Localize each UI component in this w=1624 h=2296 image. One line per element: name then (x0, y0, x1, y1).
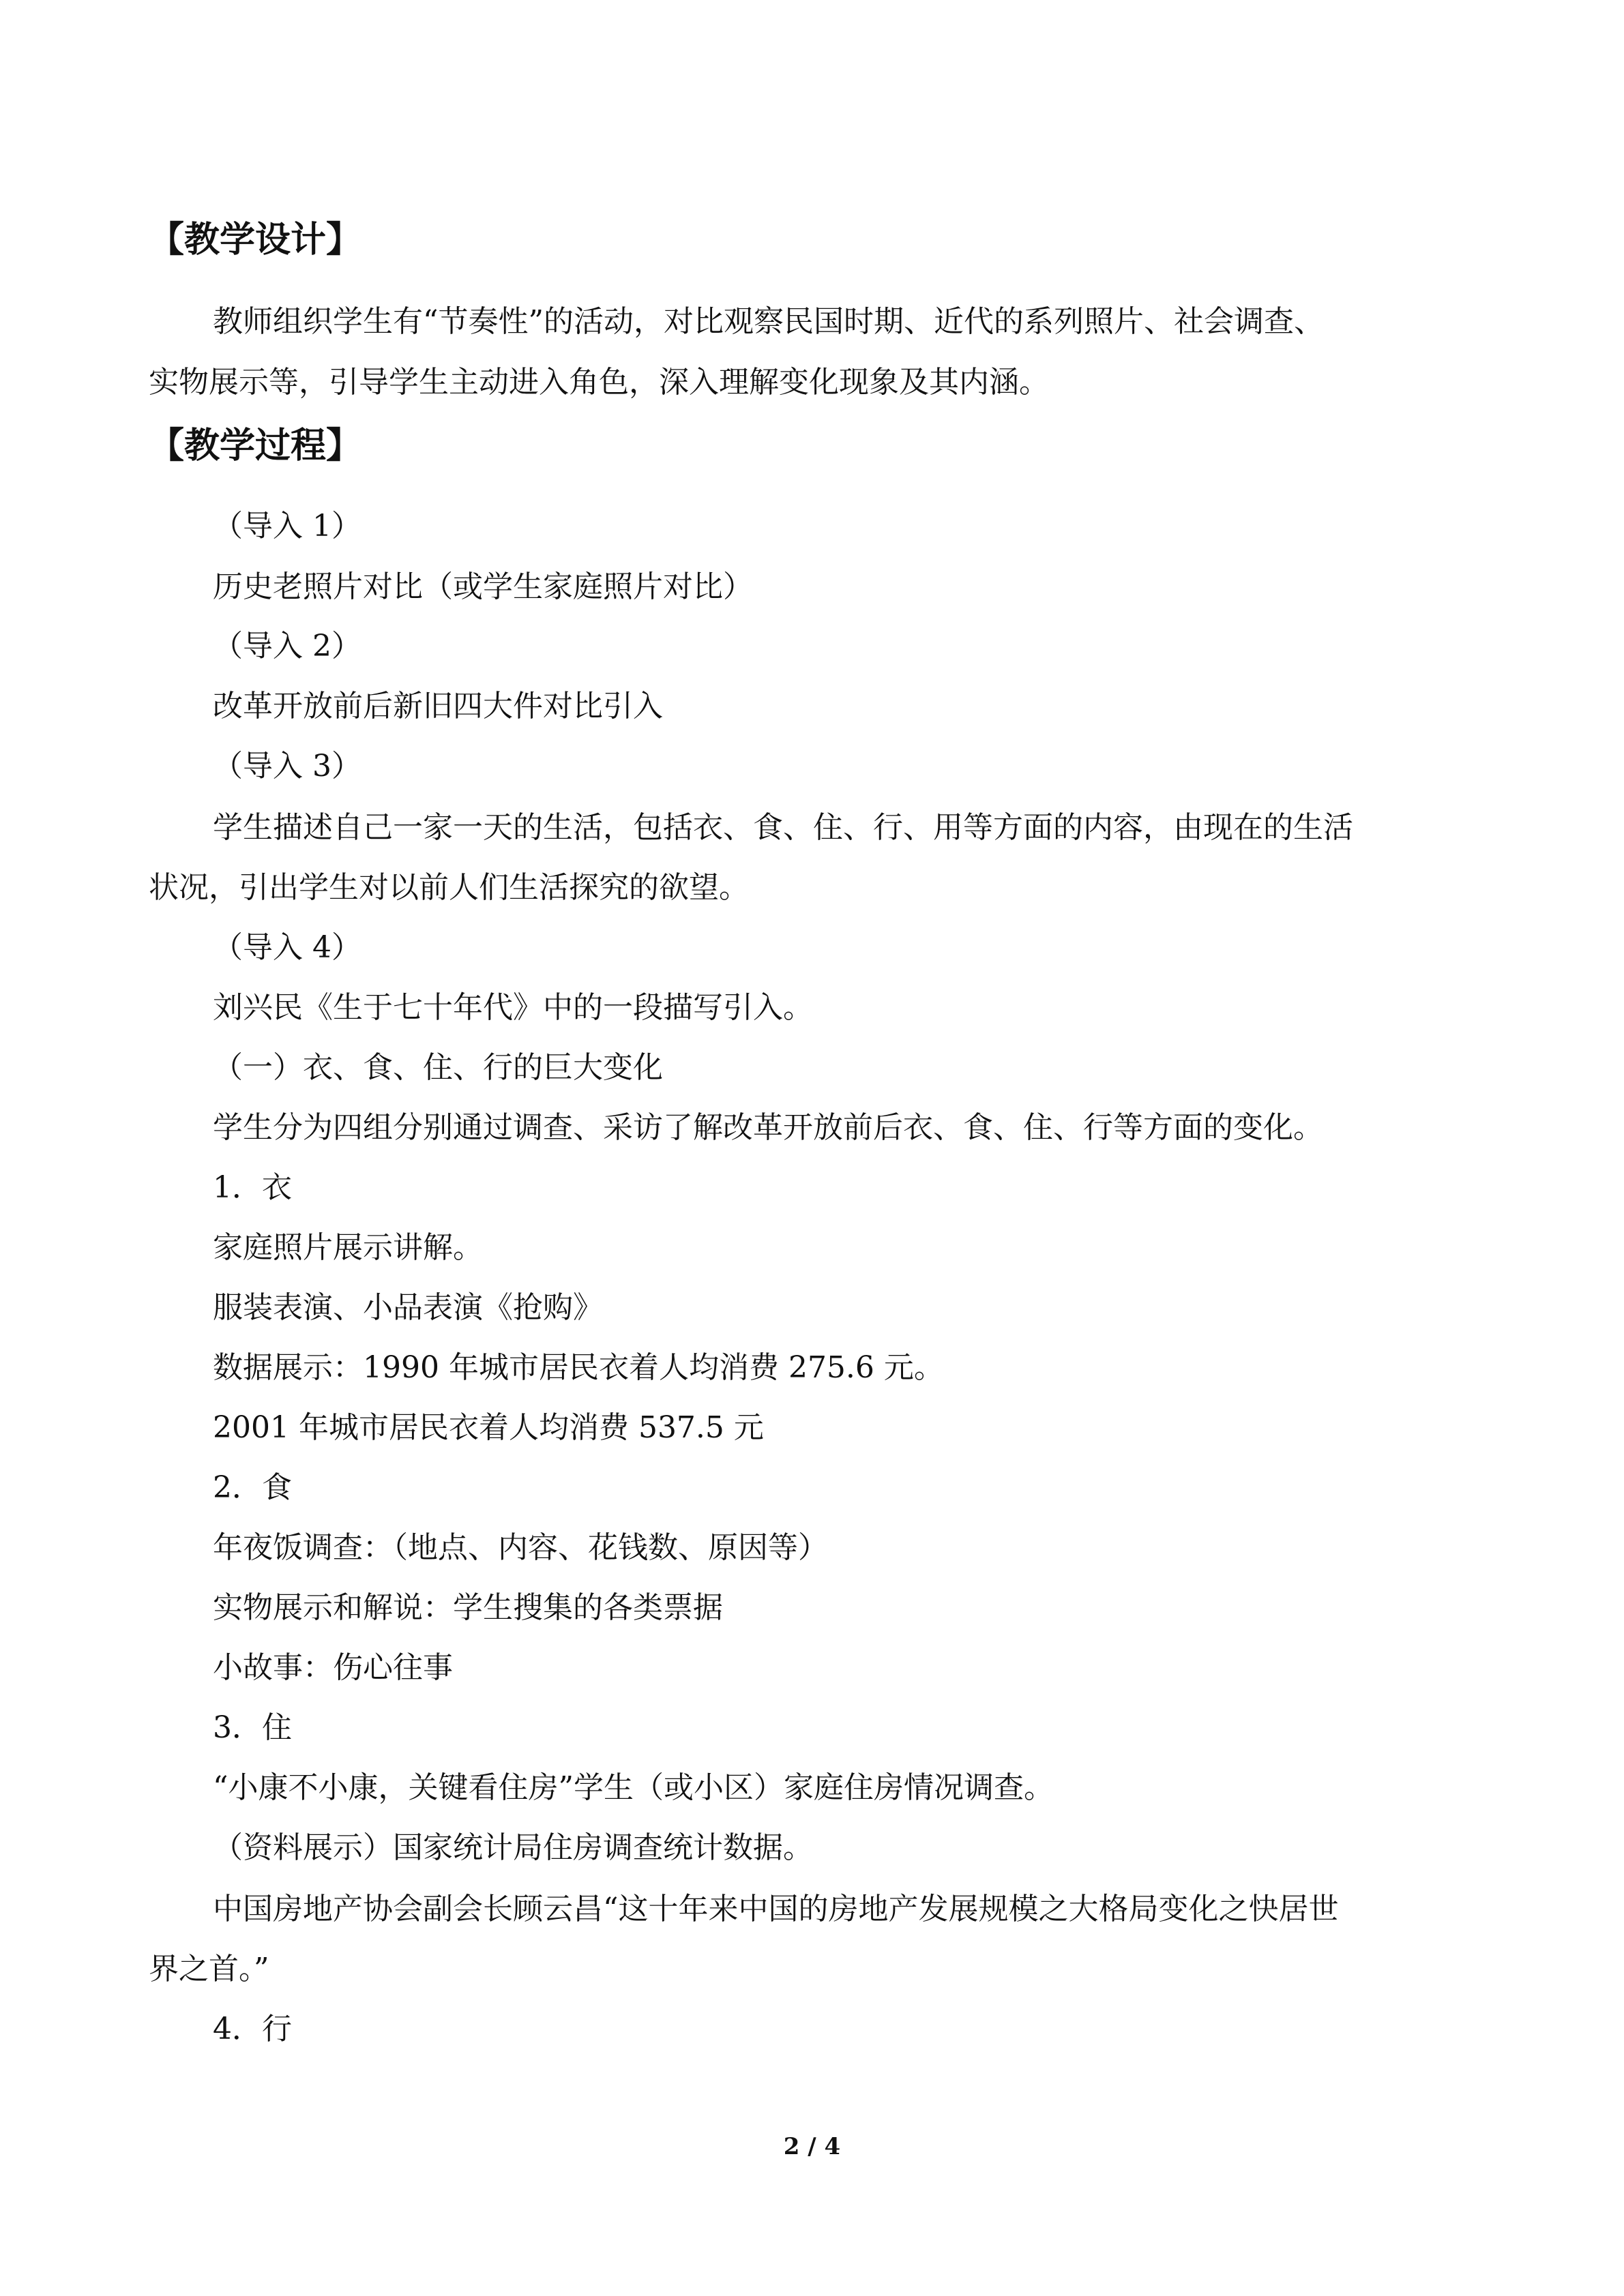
page-number: 2 / 4 (783, 2133, 841, 2160)
paragraph-line: 学生分为四组分别通过调查、采访了解改革开放前后衣、食、住、行等方面的变化。 (213, 1110, 1323, 1145)
paragraph-line: 教师组织学生有“节奏性”的活动，对比观察民国时期、近代的系列照片、社会调查、 (213, 304, 1324, 339)
paragraph-line: 4．行 (213, 2012, 292, 2046)
paragraph-line: 状况，引出学生对以前人们生活探究的欲望。 (149, 870, 749, 905)
paragraph-line: 3．住 (213, 1710, 292, 1745)
paragraph-line: 数据展示：1990 年城市居民衣着人均消费 275.6 元。 (213, 1350, 944, 1385)
section-heading-process: 【教学过程】 (149, 426, 362, 466)
paragraph-line: （导入 4） (213, 930, 361, 965)
paragraph-line: （资料展示）国家统计局住房调查统计数据。 (213, 1830, 813, 1865)
paragraph-line: 改革开放前后新旧四大件对比引入 (213, 689, 663, 724)
paragraph-line: （导入 2） (213, 629, 361, 664)
section-heading-design: 【教学设计】 (149, 220, 362, 260)
paragraph-line: 2001 年城市居民衣着人均消费 537.5 元 (213, 1410, 764, 1445)
paragraph-line: 实物展示等，引导学生主动进入角色，深入理解变化现象及其内涵。 (149, 365, 1049, 400)
paragraph-line: （导入 1） (213, 509, 361, 543)
paragraph-line: （一）衣、食、住、行的巨大变化 (213, 1050, 663, 1085)
paragraph-line: 界之首。” (149, 1952, 269, 1986)
paragraph-line: 1．衣 (213, 1170, 292, 1205)
paragraph-line: 家庭照片展示讲解。 (213, 1230, 483, 1265)
paragraph-line: 刘兴民《生于七十年代》中的一段描写引入。 (213, 990, 813, 1025)
paragraph-line: 小故事：伤心往事 (213, 1650, 453, 1685)
paragraph-line: “小康不小康，关键看住房”学生（或小区）家庭住房情况调查。 (213, 1770, 1054, 1805)
paragraph-line: 历史老照片对比（或学生家庭照片对比） (213, 569, 753, 604)
paragraph-line: 2．食 (213, 1470, 292, 1505)
paragraph-line: 学生描述自己一家一天的生活，包括衣、食、住、行、用等方面的内容，由现在的生活 (213, 810, 1353, 845)
paragraph-line: 年夜饭调查：（地点、内容、花钱数、原因等） (213, 1530, 828, 1565)
paragraph-line: （导入 3） (213, 749, 361, 784)
paragraph-line: 实物展示和解说：学生搜集的各类票据 (213, 1590, 723, 1625)
paragraph-line: 服装表演、小品表演《抢购》 (213, 1290, 603, 1325)
paragraph-line: 中国房地产协会副会长顾云昌“这十年来中国的房地产发展规模之大格局变化之快居世 (213, 1892, 1339, 1926)
